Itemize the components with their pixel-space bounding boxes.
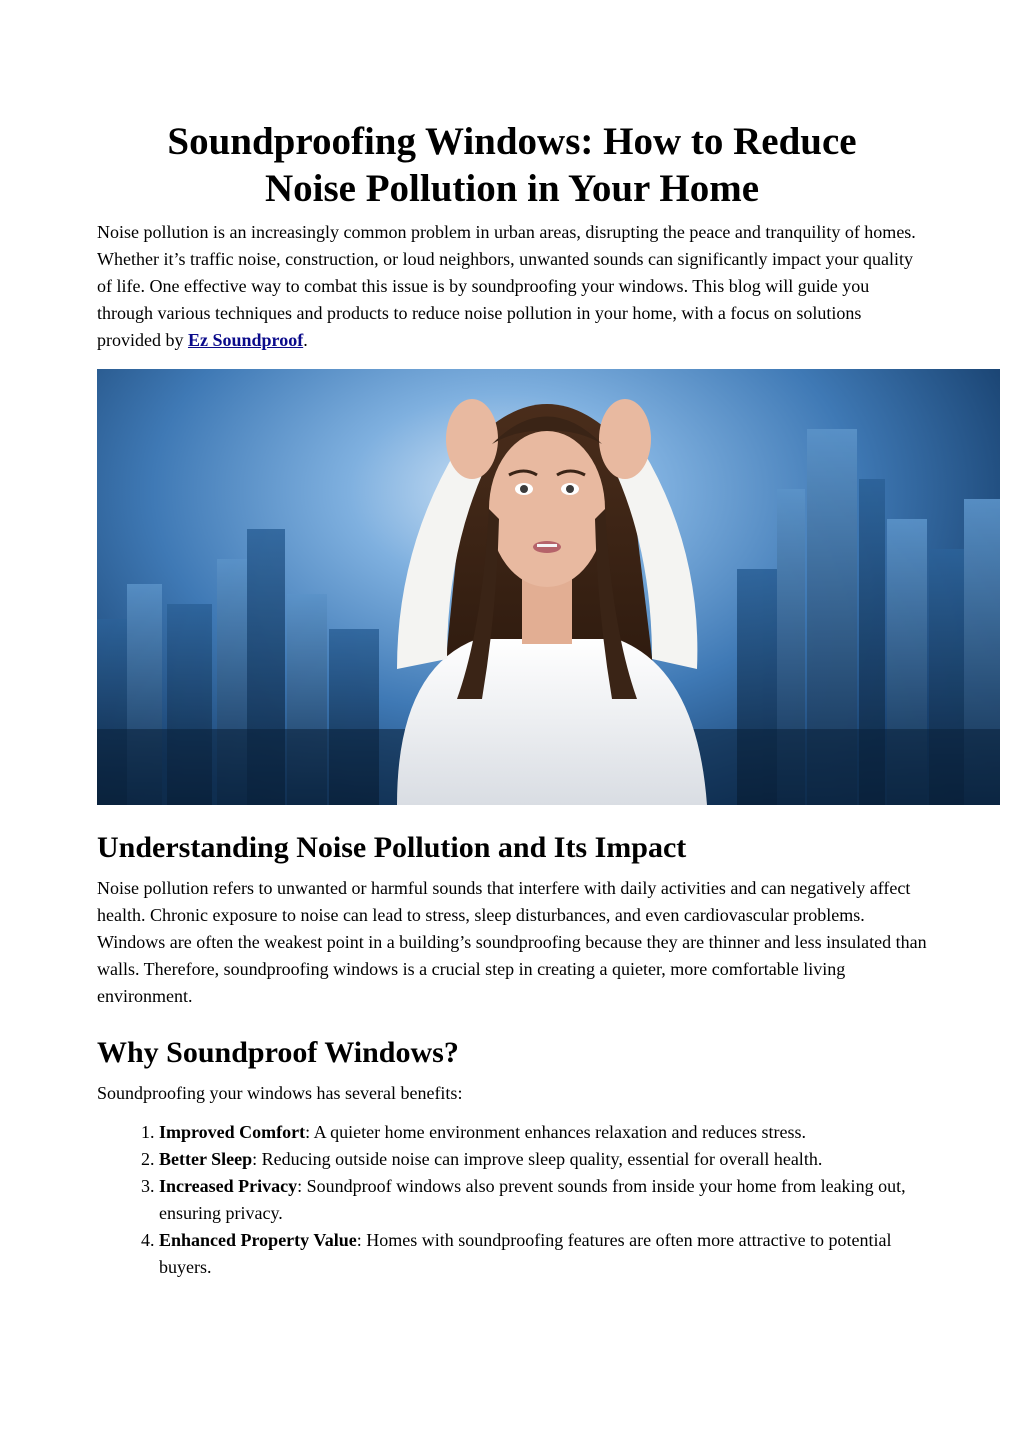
section-heading-understanding: Understanding Noise Pollution and Its Impact xyxy=(97,831,687,864)
woman-figure xyxy=(397,399,707,805)
list-item xyxy=(159,1119,927,1146)
intro-paragraph xyxy=(97,219,927,354)
document-page xyxy=(97,118,927,1281)
list-item xyxy=(159,1173,927,1227)
hero-image xyxy=(97,369,1000,805)
title-line-2: Noise Pollution in Your Home xyxy=(264,167,760,210)
list-item-term: Better Sleep xyxy=(159,1149,253,1169)
list-item-desc: : Soundproof windows also prevent sounds from inside your home from leaking out, ensuring privacy. xyxy=(159,1176,906,1223)
section-intro-why: Soundproofing your windows has several benefits: xyxy=(97,1083,463,1103)
list-item-term: Enhanced Property Value xyxy=(159,1230,357,1250)
stressed-woman-city-illustration xyxy=(97,369,1000,805)
list-item xyxy=(159,1146,927,1173)
list-item-term: Improved Comfort xyxy=(159,1122,306,1142)
list-item xyxy=(159,1227,927,1281)
list-item-desc: : Homes with soundproofing features are often more attractive to potential buyers. xyxy=(159,1230,892,1277)
title-line-1: Soundproofing Windows: How to Reduce xyxy=(167,120,857,163)
ez-soundproof-link[interactable]: Ez Soundproof xyxy=(187,330,304,350)
section-paragraph-understanding: Noise pollution refers to unwanted or harmful sounds that interfere with daily activities and can negatively affect health. Chronic exposure to noise can lead to stress, sleep disturbances, and even cardiovascular problems. Windows are often the weakest point in a building’s soundproofing because they are thinner and less insulated than walls. Therefore, soundproofing windows is a crucial step in creating a quieter, more comfortable living environment. xyxy=(97,878,927,1006)
list-item-term: Increased Privacy xyxy=(159,1176,298,1196)
benefits-list xyxy=(97,1119,927,1281)
list-item-desc: : A quieter home environment enhances relaxation and reduces stress. xyxy=(305,1122,806,1142)
intro-tail: . xyxy=(303,330,308,350)
intro-text: Noise pollution is an increasingly common problem in urban areas, disrupting the peace and tranquility of homes. Whether it’s traffic noise, construction, or loud neighbors, unwanted sounds can significantly impact your quality of life. One effective way to combat this issue is by soundproofing your windows. This blog will guide you through various techniques and products to reduce noise pollution in your home, with a focus on solutions provided by xyxy=(97,222,916,350)
list-item-desc: : Reducing outside noise can improve sleep quality, essential for overall health. xyxy=(252,1149,823,1169)
page-title xyxy=(97,118,927,212)
section-heading-why: Why Soundproof Windows? xyxy=(97,1036,459,1069)
